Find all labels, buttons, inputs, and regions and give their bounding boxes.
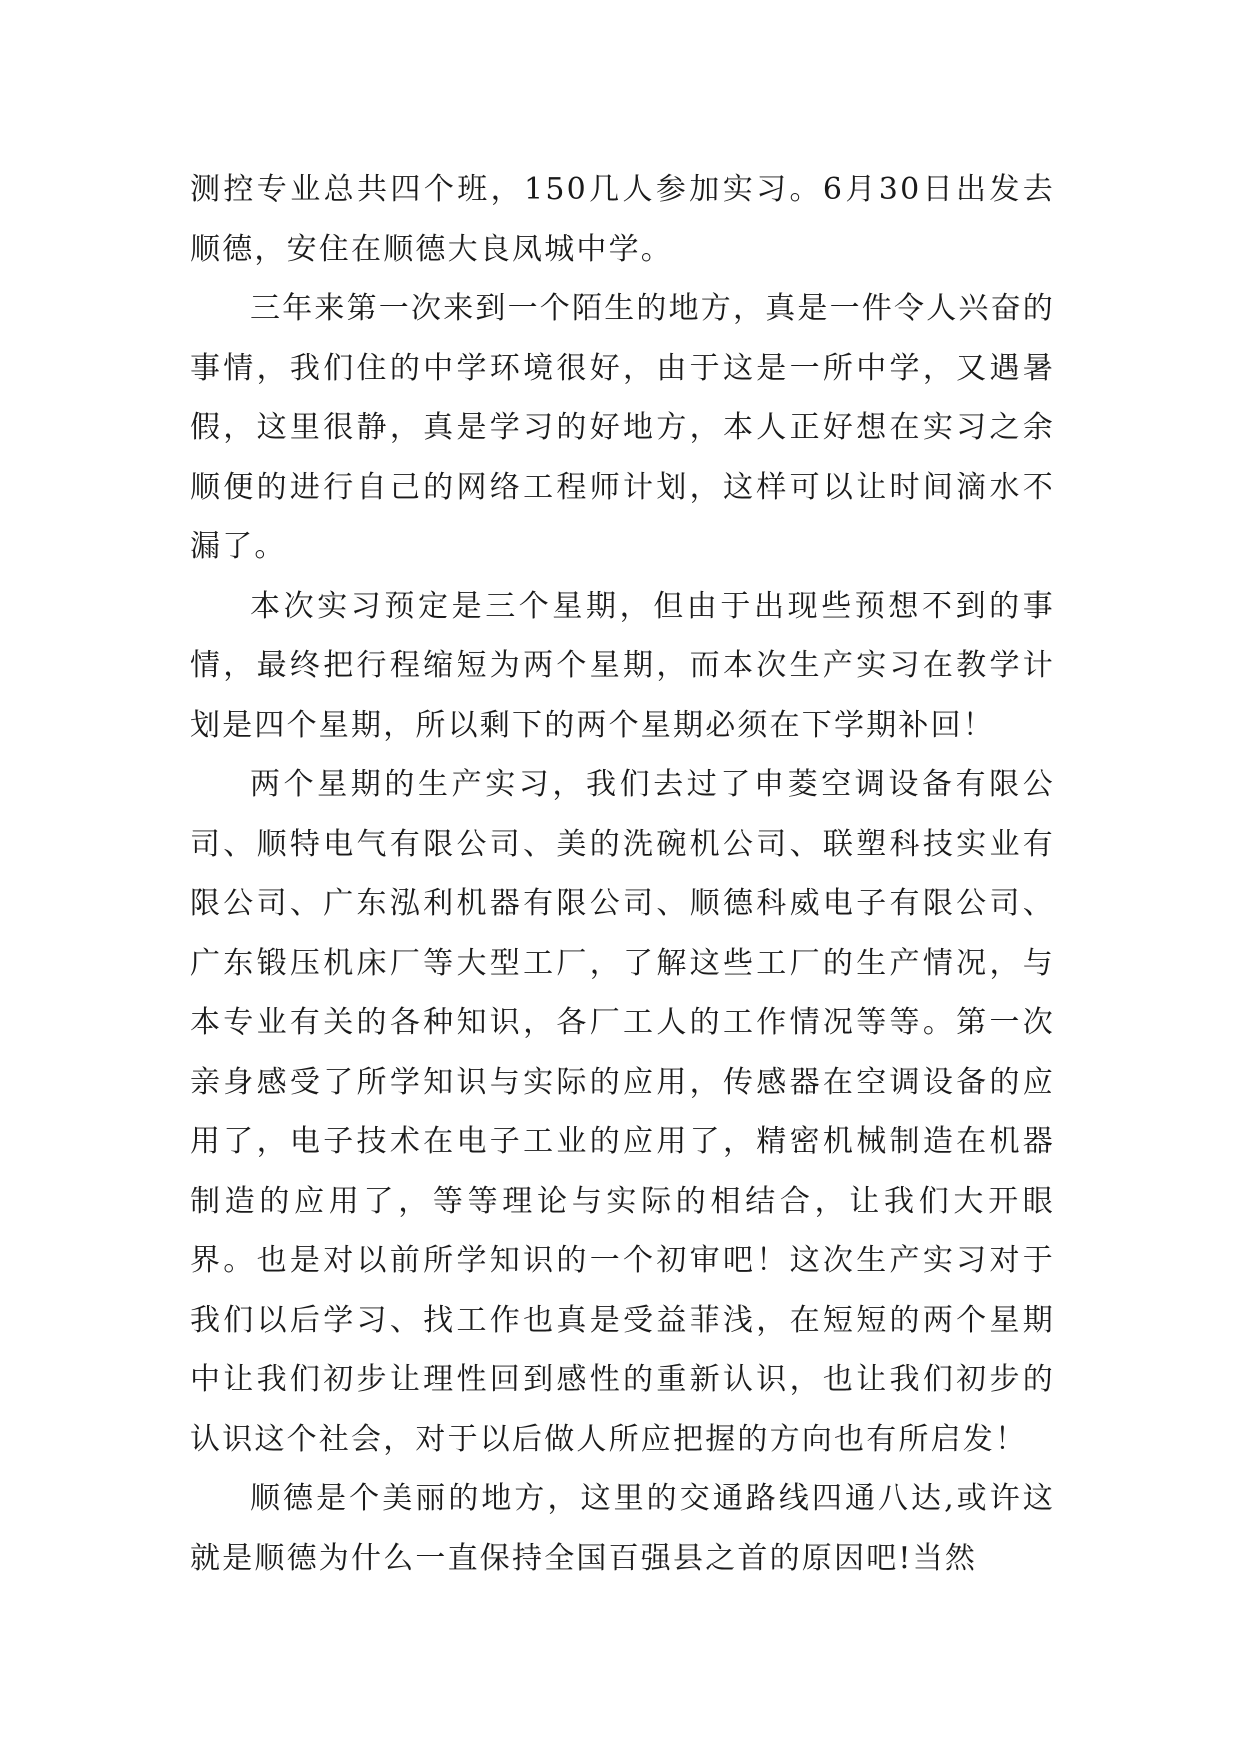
paragraph-3: 本次实习预定是三个星期，但由于出现些预想不到的事情，最终把行程缩短为两个星期，而本次生产实习在教学计划是四个星期，所以剩下的两个星期必须在下学期补回！ [190,588,1055,743]
paragraph-2: 三年来第一次来到一个陌生的地方，真是一件令人兴奋的事情，我们住的中学环境很好，由于这是一所中学，又遇暑假，这里很静，真是学习的好地方，本人正好想在实习之余顺便的进行自己的网络工程师计划，这样可以让时间滴水不漏了。 [190,291,1055,564]
paragraph-1: 测控专业总共四个班，150几人参加实习。6月30日出发去顺德，安住在顺德大良凤城中学。 [190,172,1055,267]
paragraph-4: 两个星期的生产实习，我们去过了申菱空调设备有限公司、顺特电气有限公司、美的洗碗机公司、联塑科技实业有限公司、广东泓利机器有限公司、顺德科威电子有限公司、广东锻压机床厂等大型工厂，了解这些工厂的生产情况，与本专业有关的各种知识，各厂工人的工作情况等等。第一次亲身感受了所学知识与实际的应用，传感器在空调设备的应用了，电子技术在电子工业的应用了，精密机械制造在机器制造的应用了，等等理论与实际的相结合，让我们大开眼界。也是对以前所学知识的一个初审吧！这次生产实习对于我们以后学习、找工作也真是受益菲浅，在短短的两个星期中让我们初步让理性回到感性的重新认识，也让我们初步的认识这个社会，对于以后做人所应把握的方向也有所启发！ [190,767,1055,1457]
document-body [190,160,1055,1588]
paragraph-5: 顺德是个美丽的地方，这里的交通路线四通八达,或许这就是顺德为什么一直保持全国百强县之首的原因吧!当然 [190,1481,1055,1576]
